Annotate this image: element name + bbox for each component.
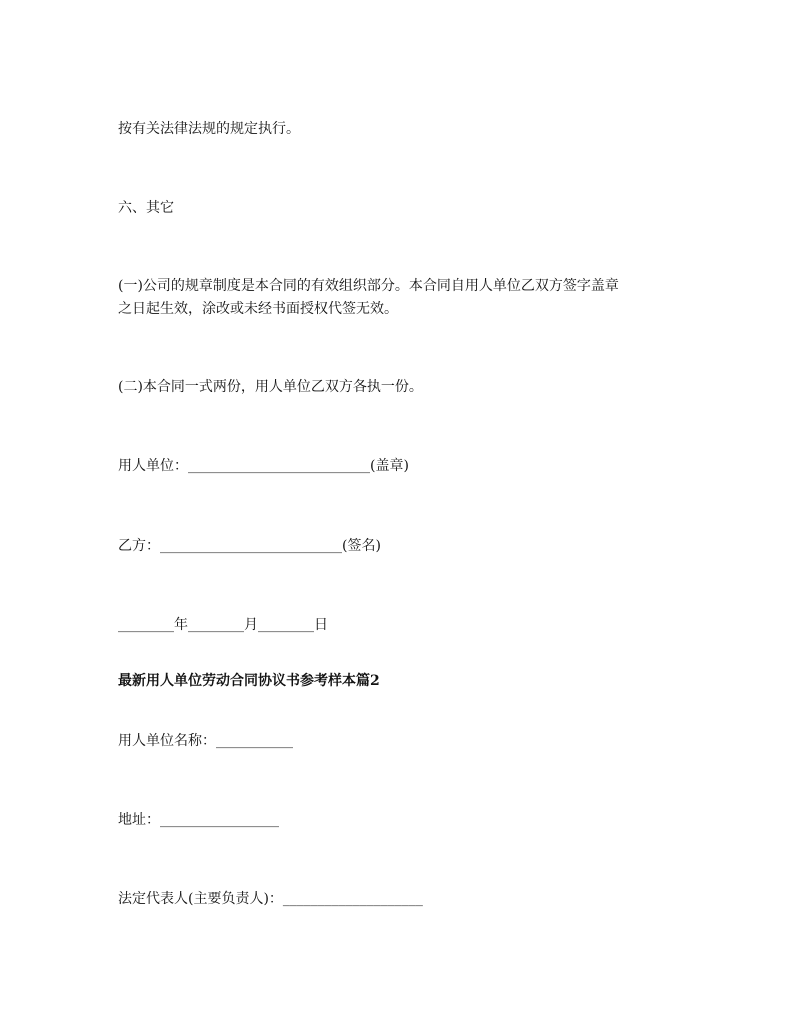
address-line: 地址：_________________ [118,812,279,828]
clause-one-line-1: (一)公司的规章制度是本合同的有效组织部分。本合同自用人单位乙双方签字盖章 [118,278,619,294]
section-heading-other: 六、其它 [118,200,174,216]
party-b-signature-line: 乙方：__________________________(签名) [118,538,381,554]
employer-signature-line: 用人单位：__________________________(盖章) [118,458,409,474]
date-line: ________年________月________日 [118,617,328,633]
paragraph-legal-execution: 按有关法律法规的规定执行。 [118,121,300,137]
clause-two: (二)本合同一式两份，用人单位乙双方各执一份。 [118,379,423,395]
legal-representative-line: 法定代表人(主要负责人)：____________________ [118,891,423,907]
section-title-sample-2: 最新用人单位劳动合同协议书参考样本篇2 [118,673,380,689]
clause-one-line-2: 之日起生效，涂改或未经书面授权代签无效。 [118,301,398,317]
employer-name-line: 用人单位名称：___________ [118,733,293,749]
